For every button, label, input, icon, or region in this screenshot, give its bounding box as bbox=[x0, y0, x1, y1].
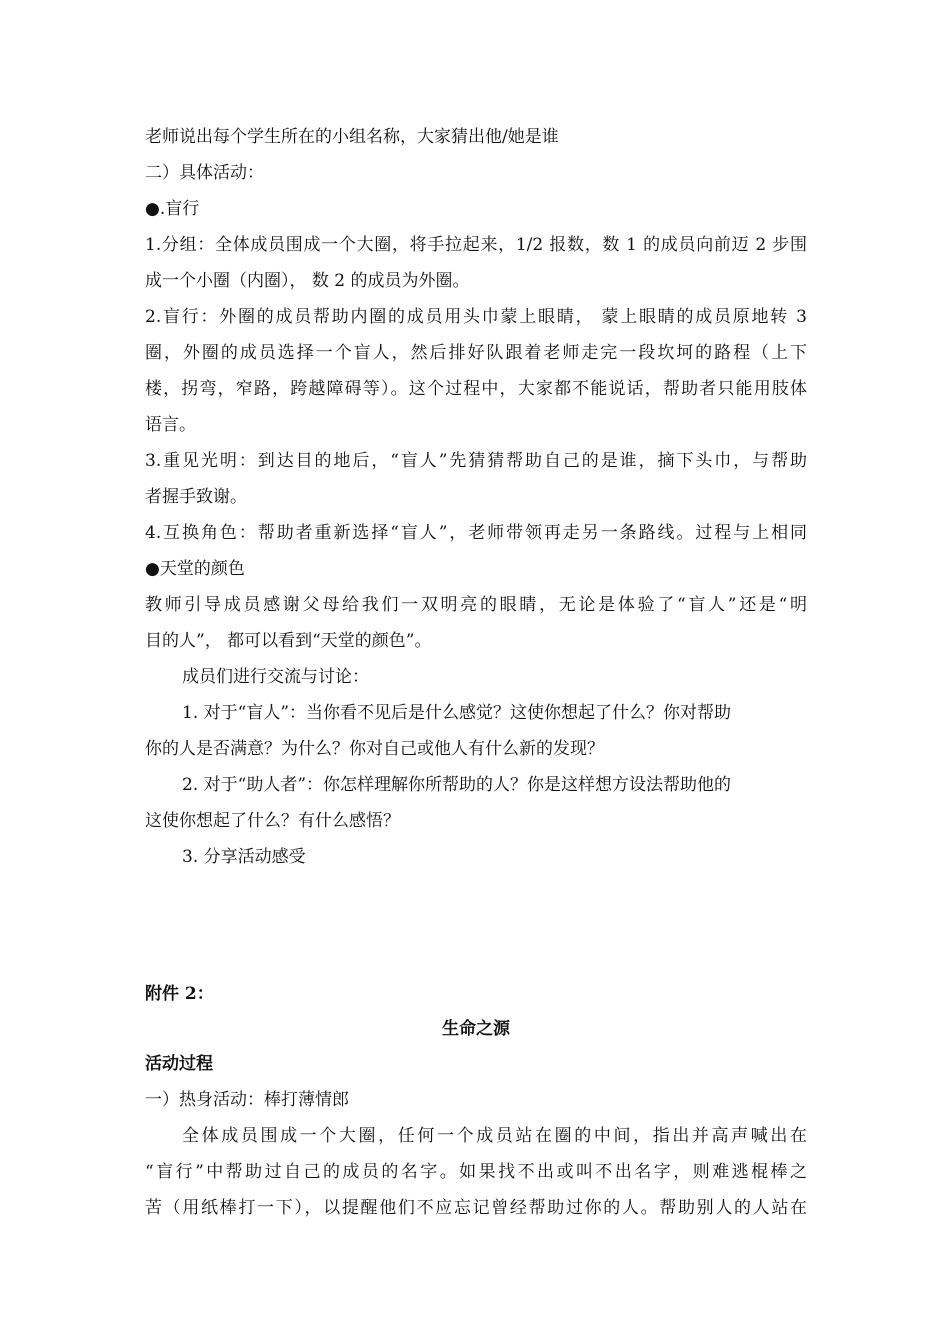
text-line: 者握手致谢。 bbox=[145, 487, 247, 507]
question-item: 2. 对于“助人者”：你怎样理解你所帮助的人？你是这样想方设法帮助他的 bbox=[182, 775, 732, 795]
text-line: 2.盲行：外圈的成员帮助内圈的成员用头巾蒙上眼睛， 蒙上眼睛的成员原地转 3 bbox=[145, 307, 807, 327]
text-line: 成员们进行交流与讨论： bbox=[182, 667, 369, 687]
question-item: 1. 对于“盲人”：当你看不见后是什么感觉？这使你想起了什么？你对帮助 bbox=[182, 703, 732, 723]
appendix-label: 附件 2： bbox=[145, 984, 214, 1004]
text-line: 3.重见光明：到达目的地后，“盲人”先猜猜帮助自己的是谁，摘下头巾，与帮助 bbox=[145, 451, 807, 471]
text-line: 教师引导成员感谢父母给我们一双明亮的眼睛，无论是体验了“盲人”还是“明 bbox=[145, 595, 807, 615]
text-line: 圈，外圈的成员选择一个盲人，然后排好队跟着老师走完一段坎坷的路程（上下 bbox=[145, 343, 807, 363]
text-line: 目的人”， 都可以看到“天堂的颜色”。 bbox=[145, 631, 432, 651]
section-heading: 一）热身活动：棒打薄情郎 bbox=[145, 1090, 349, 1110]
text-line: “盲行”中帮助过自己的成员的名字。如果找不出或叫不出名字，则难逃棍棒之 bbox=[145, 1162, 807, 1182]
text-line: 楼，拐弯，窄路，跨越障碍等）。这个过程中，大家都不能说话，帮助者只能用肢体 bbox=[145, 379, 807, 399]
question-item: 3. 分享活动感受 bbox=[182, 847, 306, 867]
text-line: 4.互换角色：帮助者重新选择“盲人”，老师带领再走另一条路线。过程与上相同 bbox=[145, 523, 807, 543]
document-title: 生命之源 bbox=[442, 1019, 510, 1039]
section-heading: 活动过程 bbox=[145, 1054, 213, 1074]
activity-title: ●天堂的颜色 bbox=[145, 559, 245, 579]
text-line: 老师说出每个学生所在的小组名称，大家猜出他/她是谁 bbox=[145, 127, 559, 147]
activity-title: ●.盲行 bbox=[145, 199, 200, 219]
document-page bbox=[145, 0, 807, 1344]
text-line: 成一个小圈（内圈）， 数 2 的成员为外圈。 bbox=[145, 271, 470, 291]
text-line: 苦（用纸棒打一下），以提醒他们不应忘记曾经帮助过你的人。帮助别人的人站在 bbox=[145, 1198, 807, 1218]
text-line: 全体成员围成一个大圈，任何一个成员站在圈的中间，指出并高声喊出在 bbox=[182, 1126, 807, 1146]
text-line: 你的人是否满意？为什么？你对自己或他人有什么新的发现？ bbox=[145, 739, 604, 759]
text-line: 这使你想起了什么？有什么感悟？ bbox=[145, 811, 400, 831]
text-line: 语言。 bbox=[145, 415, 196, 435]
section-heading: 二）具体活动： bbox=[145, 163, 264, 183]
text-line: 1.分组：全体成员围成一个大圈，将手拉起来，1/2 报数，数 1 的成员向前迈 2 步围 bbox=[145, 235, 807, 255]
